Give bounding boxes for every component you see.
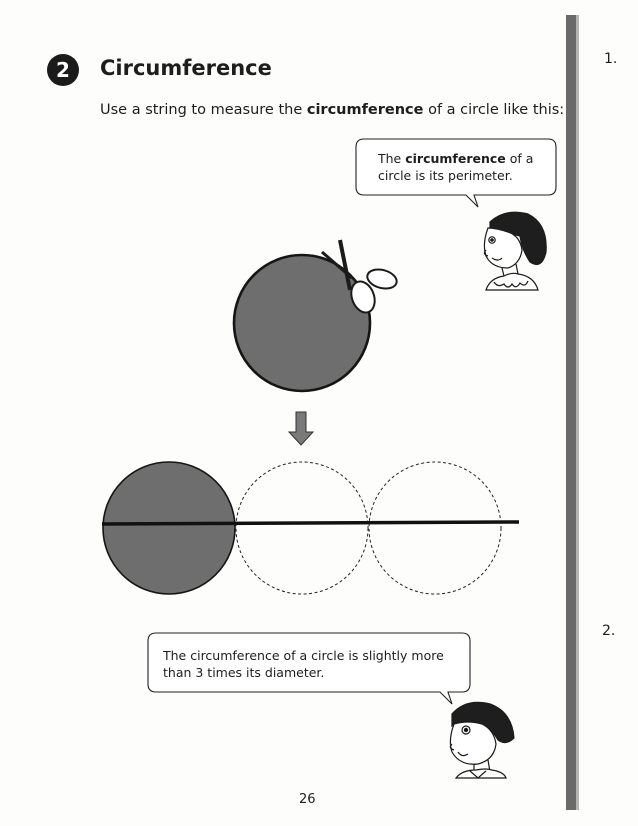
section-title: Circumference (100, 56, 272, 80)
dashed-circle-1 (236, 462, 368, 594)
instruction-bold: circumference (306, 102, 424, 118)
section-number: 2 (56, 58, 70, 82)
binding-edge (576, 15, 579, 810)
instruction-before: Use a string to measure the (100, 102, 307, 118)
diameter-comparison (102, 462, 519, 594)
dashed-circle-2 (369, 462, 501, 594)
instruction-after: of a circle like this: (423, 102, 565, 118)
down-arrow-icon (289, 412, 313, 445)
bubble-girl-before: The (378, 151, 406, 166)
bubble-boy-text: The circumference of a circle is slightly more than 3 times its diameter. (163, 648, 444, 680)
boy-character (450, 702, 514, 778)
string-line (102, 522, 519, 524)
margin-number-2: 2. (602, 623, 616, 639)
girl-character (484, 212, 546, 290)
bubble-girl-bold: circumference (405, 151, 506, 166)
bubble-girl-after: of a circle is its perimeter. (378, 151, 534, 183)
binding-shadow (566, 15, 576, 810)
section-number-badge (47, 54, 79, 86)
bubble-girl-text (378, 150, 548, 184)
instruction-text (100, 102, 564, 118)
page-number: 26 (299, 792, 316, 807)
solid-circle (103, 462, 235, 594)
margin-number-1: 1. (604, 51, 618, 67)
